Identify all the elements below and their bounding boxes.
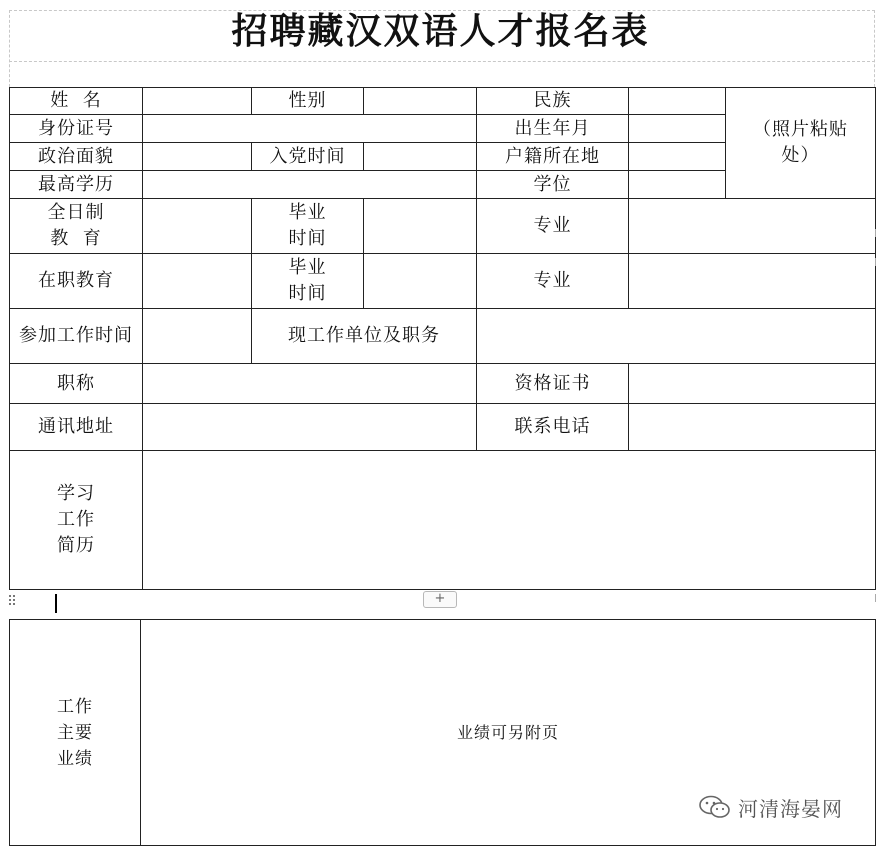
party-date-label: 入党时间: [252, 143, 364, 171]
id-label: 身份证号: [10, 115, 143, 143]
row-resize-mark[interactable]: [875, 594, 881, 602]
gender-field[interactable]: [364, 88, 477, 115]
work-achievements-label: 工作 主要 业绩: [10, 620, 141, 846]
title-field[interactable]: [143, 364, 477, 404]
education-label: 最高学历: [10, 171, 143, 199]
political-label: 政治面貌: [10, 143, 143, 171]
cert-field[interactable]: [629, 364, 876, 404]
address-label: 通讯地址: [10, 404, 143, 451]
major-label: 专业: [477, 199, 629, 254]
row-resize-mark[interactable]: [875, 229, 881, 237]
cert-label: 资格证书: [477, 364, 629, 404]
ethnicity-label: 民族: [477, 88, 629, 115]
grad-time-label: 毕业 时间: [252, 199, 364, 254]
birth-label: 出生年月: [477, 115, 629, 143]
household-label: 户籍所在地: [477, 143, 629, 171]
page-title: 招聘藏汉双语人才报名表: [231, 11, 650, 52]
text-cursor: [55, 594, 57, 613]
photo-label: （照片粘贴处）: [753, 119, 848, 166]
title-label: 职称: [10, 364, 143, 404]
work-note: 业绩可另附页: [456, 722, 559, 742]
add-row-button[interactable]: +: [423, 591, 457, 608]
major-label-2: 专业: [477, 254, 629, 309]
current-job-label: 现工作单位及职务: [252, 309, 477, 364]
table-move-handle[interactable]: [9, 595, 17, 607]
id-field[interactable]: [143, 115, 477, 143]
gender-label: 性别: [252, 88, 364, 115]
resume-label: 学习 工作 简历: [10, 451, 143, 590]
degree-label: 学位: [477, 171, 629, 199]
resume-field[interactable]: [143, 451, 876, 590]
name-label: 姓 名: [10, 88, 143, 115]
fulltime-edu-label: 全日制 教 育: [10, 199, 143, 254]
address-field[interactable]: [143, 404, 477, 451]
household-field[interactable]: [629, 143, 726, 171]
grad-time-label-2: 毕业 时间: [252, 254, 364, 309]
major-field[interactable]: [629, 199, 876, 254]
current-job-field[interactable]: [477, 309, 876, 364]
name-field[interactable]: [143, 88, 252, 115]
ethnicity-field[interactable]: [629, 88, 726, 115]
education-field[interactable]: [143, 171, 477, 199]
grad-time-field[interactable]: [364, 199, 477, 254]
party-date-field[interactable]: [364, 143, 477, 171]
inservice-edu-field[interactable]: [143, 254, 252, 309]
work-start-label: 参加工作时间: [10, 309, 143, 364]
photo-placeholder[interactable]: [726, 88, 876, 199]
watermark-text: 河清海晏网: [738, 796, 843, 821]
grad-time-field-2[interactable]: [364, 254, 477, 309]
birth-field[interactable]: [629, 115, 726, 143]
fulltime-edu-field[interactable]: [143, 199, 252, 254]
degree-field[interactable]: [629, 171, 726, 199]
wechat-icon: [698, 794, 732, 820]
work-start-field[interactable]: [143, 309, 252, 364]
major-field-2[interactable]: [629, 254, 876, 309]
watermark: [698, 792, 843, 822]
application-form-table: [9, 87, 876, 590]
political-field[interactable]: [143, 143, 252, 171]
inservice-edu-label: 在职教育: [10, 254, 143, 309]
phone-field[interactable]: [629, 404, 876, 451]
row-resize-mark[interactable]: [875, 258, 881, 266]
page-guide-top2: [9, 61, 875, 62]
phone-label: 联系电话: [477, 404, 629, 451]
